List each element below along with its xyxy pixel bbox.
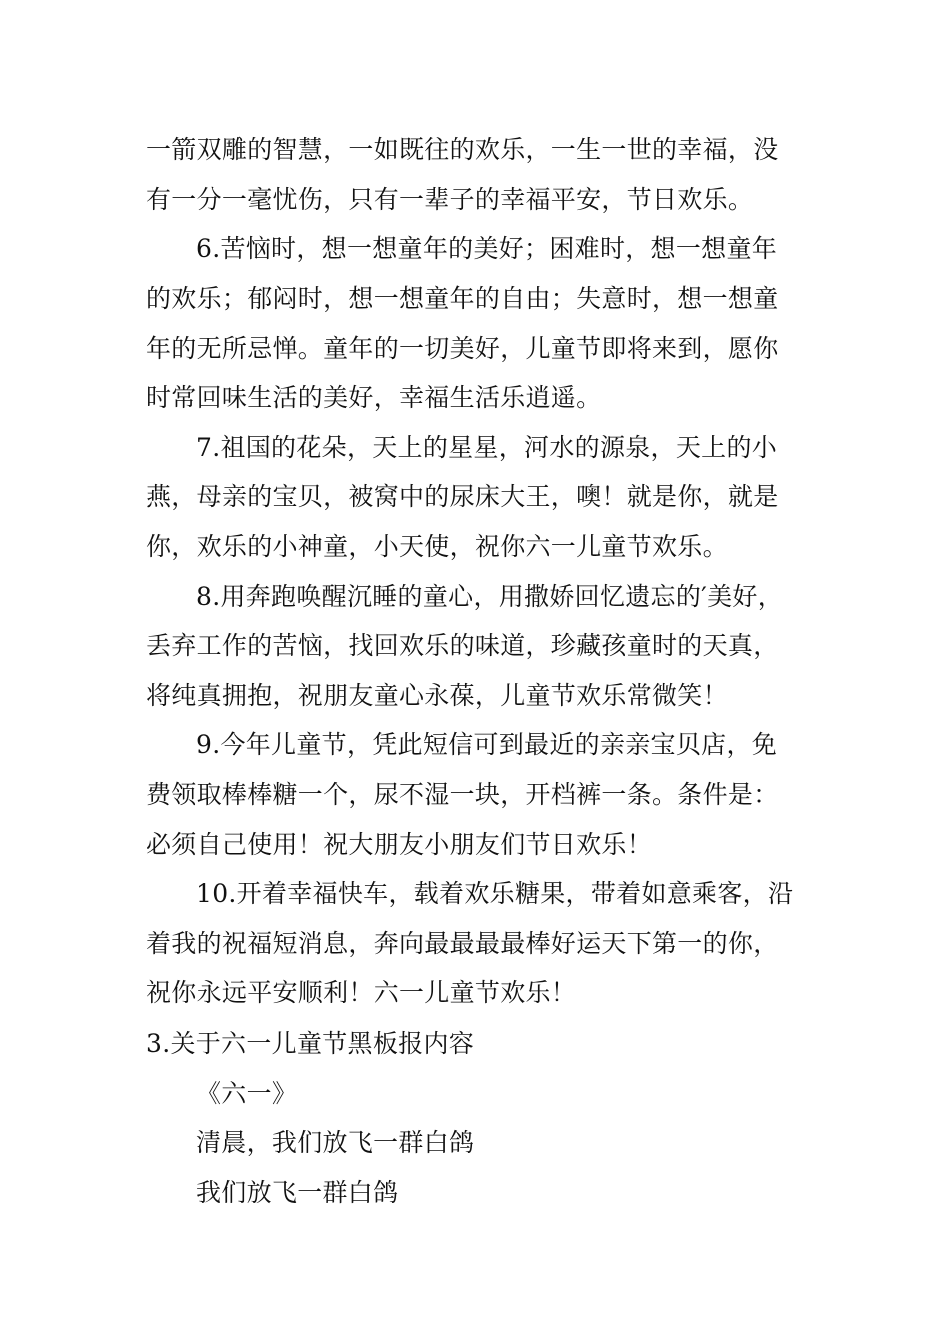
- text-line-10: 8.用奔跑唤醒沉睡的童心，用撒娇回忆遗忘的′美好，: [196, 582, 784, 611]
- text-line-12: 将纯真拥抱，祝朋友童心永葆，儿童节欢乐常微笑！: [146, 681, 728, 710]
- text-line-16: 10.开着幸福快车，载着欢乐糖果，带着如意乘客，沿: [196, 879, 794, 908]
- poem-line-1: 清晨，我们放飞一群白鸽: [196, 1128, 475, 1157]
- text-line-7: 7.祖国的花朵，天上的星星，河水的源泉，天上的小: [196, 433, 778, 462]
- poem-line-2: 我们放飞一群白鸽: [196, 1178, 399, 1207]
- text-line-11: 丢弃工作的苦恼，找回欢乐的味道，珍藏孩童时的天真，: [146, 631, 779, 660]
- text-line-4: 的欢乐；郁闷时，想一想童年的自由；失意时，想一想童: [146, 284, 779, 313]
- text-line-17: 着我的祝福短消息，奔向最最最最棒好运天下第一的你，: [146, 929, 779, 958]
- text-line-13: 9.今年儿童节，凭此短信可到最近的亲亲宝贝店，免: [196, 730, 778, 759]
- poem-title: 《六一》: [196, 1079, 298, 1108]
- text-line-1: 一箭双雕的智慧，一如既往的欢乐，一生一世的幸福，没: [146, 135, 779, 164]
- text-line-3: 6.苦恼时，想一想童年的美好；困难时，想一想童年: [196, 234, 778, 263]
- text-line-18: 祝你永远平安顺利！六一儿童节欢乐！: [146, 978, 577, 1007]
- text-line-6: 时常回味生活的美好，幸福生活乐逍遥。: [146, 383, 602, 412]
- text-line-8: 燕，母亲的宝贝，被窝中的尿床大王，噢！就是你，就是: [146, 482, 779, 511]
- text-line-5: 年的无所忌惮。童年的一切美好，儿童节即将来到，愿你: [146, 334, 779, 363]
- text-line-2: 有一分一毫忧伤，只有一辈子的幸福平安，节日欢乐。: [146, 185, 754, 214]
- text-line-15: 必须自己使用！祝大朋友小朋友们节日欢乐！: [146, 830, 653, 859]
- text-line-9: 你，欢乐的小神童，小天使，祝你六一儿童节欢乐。: [146, 532, 728, 561]
- text-line-14: 费领取棒棒糖一个，尿不湿一块，开档裤一条。条件是：: [146, 780, 779, 809]
- section-heading: 3.关于六一儿童节黑板报内容: [146, 1029, 475, 1058]
